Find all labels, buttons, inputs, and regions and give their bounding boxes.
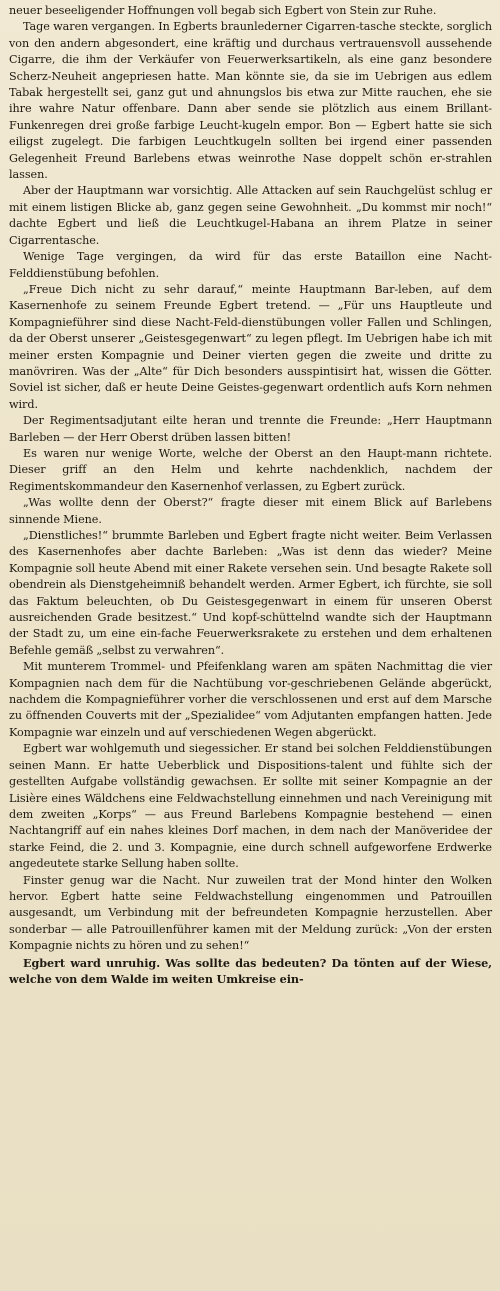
paragraph-egbert-confident: Egbert war wohlgemuth und siegessicher. Er stand bei solchen Felddienstübungen seinen Mann. Er hatte Ueberblick und Dispositions-talent und fühlte sich der gestellten Aufgabe vollständig gewachsen. Er sollte mit seiner Kompagnie an der Lisière eines Wäldchens eine Feldwachstellung einnehmen und nach Vereinigung mit dem zweiten „Korps“ — aus Freund Barlebens Kompagnie bestehend — einen Nachtangriff auf ein nahes kleines Dorf machen, in dem nach der Manöveridee der starke Feind, die 2. und 3. Kompagnie, eine durch schnell aufgeworfene Erdwerke angedeutete starke Sellung haben sollte. [9, 742, 492, 871]
paragraph-dark-night: Finster genug war die Nacht. Nur zuweilen trat der Mond hinter den Wolken hervor. Egbert hatte seine Feldwachstellung eingenommen und Patrouillen ausgesandt, um Verbindung mit der befreundeten Kompagnie herzustellen. Aber sonderbar — alle Patrouillenführer kamen mit der Meldung zurück: „Von der ersten Kompagnie nichts zu hören und zu sehen!“ [9, 873, 492, 953]
paragraph-captain-cautious: Aber der Hauptmann war vorsichtig. Alle Attacken auf sein Rauchgelüst schlug er mit einem listigen Blicke ab, ganz gegen seine Gewohnheit. „Du kommst mir noch!“ dachte Egbert und ließ die Leuchtkugel-Habana an ihrem Platze in seiner Cigarrentasche. [9, 184, 492, 247]
article-column [9, 3, 492, 987]
paragraph-cigar: Tage waren vergangen. In Egberts braunlederner Cigarren-tasche steckte, sorglich von den andern abgesondert, eine kräftig und durchaus vertrauensvoll aussehende Cigarre, die ihm der Verkäufer von Feuerwerksartikeln, als eine ganz besondere Scherz-Neuheit angepriesen hatte. Man könnte sie, da sie im Uebrigen aus edlem Tabak hergestellt sei, ganz gut und ahnungslos bis etwa zur Mitte rauchen, ehe sie ihre wahre Natur offenbare. Dann aber sende sie plötzlich aus einem Brillant-Funkenregen drei große farbige Leucht-kugeln empor. Bon — Egbert hatte sie sich eiligst zugelegt. Die farbigen Leuchtkugeln sollten bei irgend einer passenden Gelegenheit Freund Barlebens etwas weinrothe Nase doppelt schön er-strahlen lassen. [9, 20, 492, 182]
paragraph-continued: neuer beseeligender Hoffnungen voll begab sich Egbert von Stein zur Ruhe. [9, 4, 437, 17]
paragraph-question: „Was wollte denn der Oberst?“ fragte dieser mit einem Blick auf Barlebens sinnende Miene. [9, 496, 492, 526]
paragraph-rakete: „Dienstliches!“ brummte Barleben und Egbert fragte nicht weiter. Beim Verlassen des Kasernenhofes aber dachte Barleben: „Was ist denn das wieder? Meine Kompagnie soll heute Abend mit einer Rakete versehen sein. Und besagte Rakete soll obendrein als Dienstgeheimniß behandelt werden. Armer Egbert, ich fürchte, sie soll das Faktum beleuchten, ob Du Geistesgegenwart in einem für unseren Oberst ausreichenden Grade besitzest.“ Und kopf-schüttelnd wandte sich der Hauptmann der Stadt zu, um eine ein-fache Feuerwerksrakete zu erstehen und dem erhaltenen Befehle gemäß „selbst zu verwahren“. [9, 529, 492, 657]
paragraph-oberst-words: Es waren nur wenige Worte, welche der Oberst an den Haupt-mann richtete. Dieser griff an den Helm und kehrte nachdenklich, nachdem der Regimentskommandeur den Kasernenhof verlassen, zu Egbert zurück. [9, 446, 492, 493]
paragraph-adjutant: Der Regimentsadjutant eilte heran und trennte die Freunde: „Herr Hauptmann Barleben — der Herr Oberst drüben lassen bitten! [9, 414, 492, 444]
paragraph-egbert-uneasy: Egbert ward unruhig. Was sollte das bedeuten? Da tönten auf der Wiese, welche von dem Walde im weiten Umkreise ein- [9, 955, 492, 986]
paragraph-night-exercise: Wenige Tage vergingen, da wird für das erste Bataillon eine Nacht-Felddienstübung befohlen. [9, 250, 492, 280]
paragraph-barleben-speech: „Freue Dich nicht zu sehr darauf,“ meinte Hauptmann Bar-leben, auf dem Kasernenhofe zu seinem Freunde Egbert tretend. — „Für uns Hauptleute und Kompagnieführer sind diese Nacht-Feld-dienstübungen voller Fallen und Schlingen, da der Oberst unserer „Geistesgegenwart“ zu legen pflegt. Im Uebrigen habe ich mit meiner ersten Kompagnie und Deiner vierten gegen die zweite und dritte zu manövriren. Was der „Alte“ für Dich besonders ausspintisirt hat, wissen die Götter. Soviel ist sicher, daß er heute Deine Geistes-gegenwart ordentlich aufs Korn nehmen wird. [9, 282, 492, 411]
paragraph-march: Mit munterem Trommel- und Pfeifenklang waren am späten Nachmittag die vier Kompagnien nach dem für die Nachtübung vor-geschriebenen Gelände abgerückt, nachdem die Kompagnieführer vorher die verschlossenen und erst auf dem Marsche zu öffnenden Couverts mit der „Spezialidee“ vom Adjutanten empfangen hatten. Jede Kompagnie war einzeln und auf verschiedenen Wegen abgerückt. [9, 660, 492, 739]
